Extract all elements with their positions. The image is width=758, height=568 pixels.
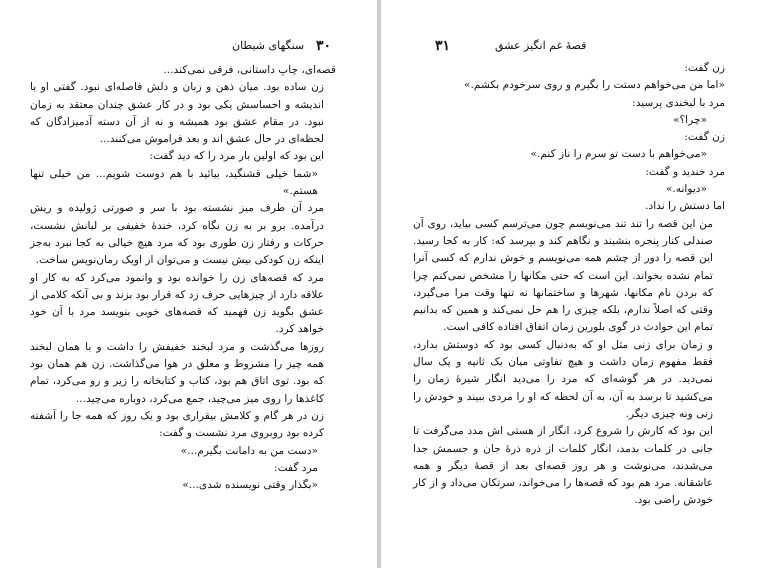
paragraph: زن ساده بود. میان ذهن و زبان و دلش فاصله‌ای نبود. گفتی او با اندیشه و احساسش یکی بود و در کار عشق چندان معتقد به زمان نبود. در مقام عشق بود همیشه و نه از آن دسته آدمیزادگان که لحظه‌ای در حال عشق اند و بعد فراموش می‌کنند... <box>30 81 324 146</box>
right-page-body <box>413 60 725 510</box>
paragraph: روزها می‌گذشت و مرد لبخند خفیفش را داشت و با همان لبخند همه چیز را مشروط و معلق در هوا می‌گذاشت. زن هم همان بود که بود. توی اتاق هم بود، کتاب و کتابخانه را زیر و رو می‌کرد، تمام کاغذها را روی میز می‌چید، جمع می‌کرد، دوباره می‌چید... <box>30 340 324 405</box>
paragraph: مرد با لبخندی پرسید: <box>632 96 725 109</box>
quote: «شما خیلی قشنگید، بیائید با هم دوست شویم... من خیلی تنها هستم.» <box>30 167 318 198</box>
right-page <box>380 0 758 568</box>
right-page-number: ۳۱ <box>435 38 451 54</box>
right-page-header <box>381 38 758 58</box>
quote: «دیوانه.» <box>665 183 707 196</box>
paragraph: و زمان برای زنی مثل او که به‌دنبال کسی بود که دوستش بدارد، فقط مفهوم زمان داشت و هیچ تفاوتی میان یک ثانیه و یک سال نمی‌دید. در هر گوشه‌ای که مرد را می‌دید انگار شیرهٔ زمان را می‌کشید تا برسد به آن، به آن لحظه که او را مردی ببیند و خودش را زنی ونه چیزی دیگر. <box>413 338 713 420</box>
left-page-number: ۳۰ <box>316 38 332 54</box>
quote: «دست من به دامانت بگیرم...» <box>180 444 318 457</box>
quote: «چرا؟» <box>673 113 707 126</box>
quote: «اما من می‌خواهم دستت را بگیرم و روی سرخودم بکشم.» <box>464 79 725 92</box>
paragraph: مرد آن طرف میز نشسته بود با سر و صورتی ژولیده و ریش درآمده. برو بر به زن نگاه کرد، خندهٔ خفیفی بر لبانش نشست، حرکات و رفتار زن طوری بود که مرد هیچ خیالی به کجا نبرد به‌جز اینکه زن کودکی بیش نیست و می‌توان از اویک رمان‌نویس ساخت. <box>30 202 324 267</box>
left-page-header <box>0 38 377 58</box>
paragraph: قصه‌ای، چاپ داستانی، فرقی نمی‌کند... <box>163 64 336 76</box>
paragraph: من این قصه را تند تند می‌نویسم چون می‌ترسم کسی بیاید، روی آن صندلی کنار پنجره بنشیند و نگاهم کند و بپرسد که: کار به کجا رسید. این قصه را دور از چشم همه می‌نویسم و خوش ندارم که کسی آنرا تمام نشده بخواند. این است که حتی مکانها را مشخص نمی‌کنم چرا که بردن نام مکانها، شهرها و ساختمانها نه تنها وقت مرا می‌گیرد، وقتی که اصلاً ندارم، بلکه چیزی را هم حل نمی‌کند و همین که بدانیم تمام این حوادث در گوی بلورین زمان اتفاق افتاده کافی است. <box>413 217 713 334</box>
paragraph: زن گفت: <box>684 131 725 144</box>
paragraph: این بود که اولین بار مرد را که دید گفت: <box>149 150 324 163</box>
paragraph: زن گفت: <box>684 62 725 74</box>
right-running-title: قصهٔ غم انگیز عشق <box>495 39 587 52</box>
paragraph: زن در هر گام و کلامش بیقراری بود و یک روز که همه جا را آشفته کرده بود روبروی مرد نشست و گفت: <box>30 409 324 440</box>
left-page-body <box>30 62 336 494</box>
paragraph: این بود که کارش را شروع کرد، انگار از هستی اش مدد می‌گرفت تا جانی در کلمات بدمد، انگار کلمات از ذره ذرهٔ جان و جسمش جدا می‌شدند، می‌نوشت و هر روز قصه‌ای بعد از قصهٔ دیگر و همه عاشقانه. مرد هم بود که قصه‌ها را می‌خواند، سرتکان می‌داد و از کار خودش راضی بود. <box>413 425 713 507</box>
paragraph: اما دستش را نداد. <box>645 200 725 213</box>
paragraph: مرد خندید و گفت: <box>645 165 725 178</box>
left-page <box>0 0 378 568</box>
quote: «بگذار وقتی نویسنده شدی...» <box>182 479 318 492</box>
left-running-title: سنگهای شیطان <box>232 39 305 52</box>
paragraph: مرد که قصه‌های زن را خوانده بود و وانمود می‌کرد که به کار او علاقه دارد از چیزهایی حرف زد که قرار بود بزند و بی آنکه کلامی از عشق بگوید زن فهمید که قصه‌های خوبی بنویسد مرد با آن خود خواهد کرد. <box>30 271 324 336</box>
quote: «می‌خواهم با دست تو سرم را ناز کنم.» <box>530 148 707 161</box>
paragraph: مرد گفت: <box>274 461 318 474</box>
